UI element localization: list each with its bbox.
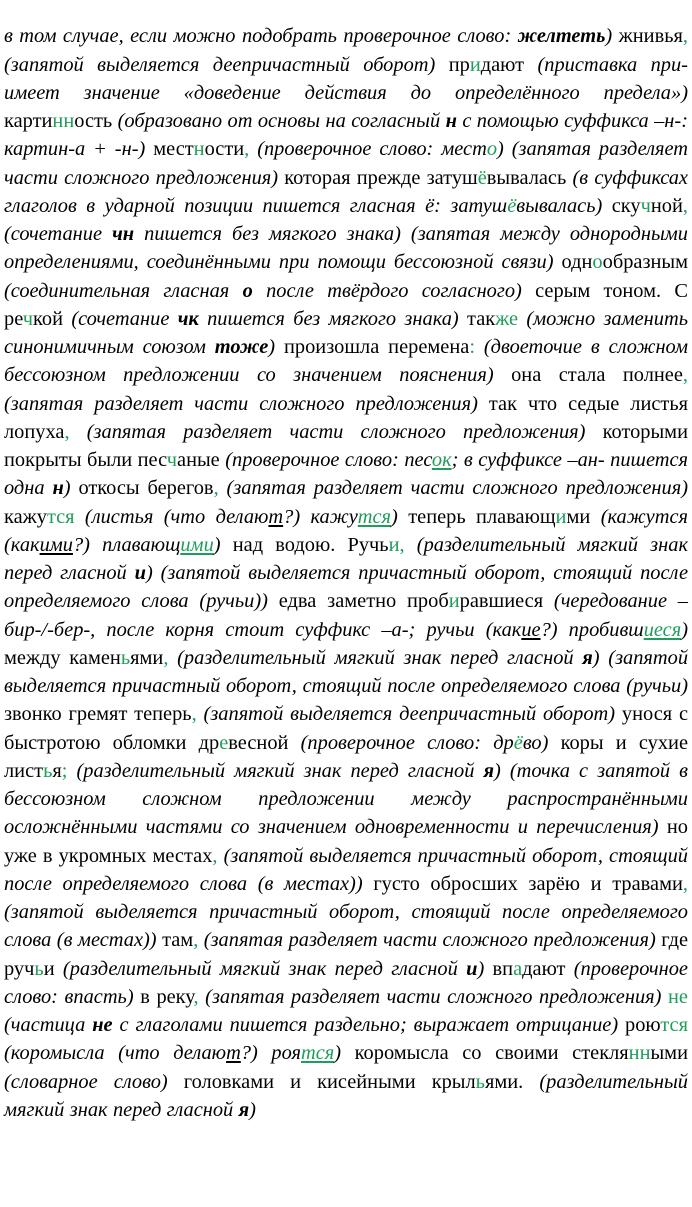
- text-segment: она стала полнее: [493, 364, 683, 387]
- text-segment: жнивья: [612, 25, 683, 48]
- text-segment: ску: [602, 194, 641, 217]
- text-segment: не: [92, 1014, 113, 1037]
- text-segment: коромысла со своими стекля: [341, 1042, 629, 1065]
- text-segment: (словарное слово): [4, 1070, 168, 1093]
- text-segment: (запятой выделяется причастный оборот, стоящий после определяемого слова (в местах)): [4, 844, 688, 895]
- text-segment: желтеть: [517, 25, 606, 48]
- text-segment: (разделительный мягкий знак перед гласной: [4, 1070, 688, 1121]
- text-segment: и: [134, 562, 146, 585]
- text-segment: (кажутся (как: [4, 505, 688, 556]
- text-segment: ие: [521, 618, 541, 641]
- text-segment: ь: [475, 1070, 485, 1093]
- text-segment: (запятой выделяется причастный оборот, стоящий после определяемого слова (в местах)): [4, 901, 688, 952]
- text-segment: с помощью суффикса –н-: картин-а + -н-): [4, 110, 688, 161]
- text-segment: нн: [628, 1042, 651, 1065]
- text-segment: ?) пробивш: [540, 618, 644, 641]
- text-segment: ок: [431, 449, 452, 472]
- text-segment: кажу: [4, 505, 47, 528]
- text-segment: ё: [513, 731, 523, 754]
- text-segment: о: [486, 138, 498, 161]
- text-segment: ь: [43, 759, 53, 782]
- text-segment: и: [388, 533, 400, 556]
- text-segment: откосы берегов: [70, 477, 214, 500]
- text-segment: я: [483, 759, 494, 782]
- text-segment: иеся: [643, 618, 682, 641]
- text-segment: но уже в укромных местах: [4, 816, 688, 867]
- text-segment: я: [582, 646, 593, 669]
- text-segment: и: [466, 957, 478, 980]
- text-segment: тся: [301, 1042, 335, 1065]
- text-segment: пр: [435, 53, 470, 76]
- text-segment: (запятая разделяет части сложного предложения): [218, 477, 688, 500]
- text-segment: о: [592, 251, 603, 274]
- text-segment: едва заметно проб: [267, 590, 449, 613]
- text-segment: так: [458, 307, 496, 330]
- text-segment: ости: [204, 138, 245, 161]
- text-segment: ?) плавающ: [72, 533, 181, 556]
- text-segment: чн: [112, 223, 135, 246]
- text-segment: ): [681, 618, 688, 641]
- text-segment: ,: [399, 533, 405, 556]
- text-segment: мест: [145, 138, 194, 161]
- text-segment: образным: [602, 251, 689, 274]
- text-segment: ь: [34, 957, 44, 980]
- text-segment: ,: [682, 872, 688, 895]
- text-segment: густо обросших зарёю и травами: [362, 872, 683, 895]
- text-segment: ,: [163, 646, 169, 669]
- text-segment: и: [469, 53, 481, 76]
- text-segment: не: [661, 985, 688, 1008]
- text-segment: и: [555, 505, 567, 528]
- text-segment: (частица: [4, 1014, 93, 1037]
- text-segment: (листья (что делаю: [74, 505, 269, 528]
- text-segment: пишется без мягкого знака): [198, 307, 459, 330]
- text-segment: а: [513, 957, 523, 980]
- text-segment: ) (запятой выделяется причастный оборот, стоящий после определяемого слова (ручьи): [4, 646, 689, 698]
- text-segment: теперь плавающ: [397, 505, 556, 528]
- text-segment: (соединительная гласная: [4, 279, 243, 302]
- text-segment: равшиеся: [459, 590, 544, 613]
- text-segment: (разделительный мягкий знак перед гласной: [168, 646, 583, 669]
- text-segment: карти: [4, 110, 53, 133]
- text-segment: ) (точка с запятой в бессоюзном сложном предложении между распространёнными осложнёнными частями со значением одновременности и перечисления): [4, 759, 689, 839]
- text-segment: тся: [660, 1014, 688, 1037]
- text-segment: о: [242, 279, 253, 302]
- text-segment: (коромысла (что делаю: [4, 1042, 227, 1065]
- text-segment: ): [249, 1098, 256, 1121]
- text-segment: (двоеточие в сложном бессоюзном предложении со значением пояснения): [4, 336, 688, 387]
- text-segment: в том случае, если можно подобрать проверочное слово:: [4, 25, 518, 48]
- text-segment: тся: [357, 505, 392, 528]
- text-segment: там: [156, 929, 194, 952]
- text-segment: ч: [166, 449, 178, 472]
- text-segment: ,: [191, 703, 197, 726]
- text-segment: (запятая разделяет части сложного предложения): [69, 420, 586, 443]
- text-segment: во): [522, 731, 549, 754]
- text-segment: ,: [64, 420, 70, 443]
- text-segment: ?) кажу: [283, 505, 358, 528]
- text-segment: (сочетание: [4, 223, 113, 246]
- text-segment: (можно заменить синонимичным союзом: [4, 307, 689, 359]
- text-segment: ,: [682, 25, 688, 48]
- text-segment: ): [63, 477, 71, 500]
- text-segment: ) (запятая разделяет части сложного предложения): [4, 138, 688, 189]
- text-segment: ями.: [484, 1070, 524, 1093]
- text-segment: рою: [618, 1014, 661, 1037]
- text-segment: ) (запятой выделяется причастный оборот, стоящий после определяемого слова (ручьи)): [4, 562, 688, 613]
- text-segment: коры и сухие лист: [4, 731, 689, 782]
- text-segment: после твёрдого согласного): [252, 279, 522, 302]
- text-segment: ,: [193, 929, 199, 952]
- text-segment: вп: [484, 957, 514, 980]
- text-segment: кой: [33, 307, 63, 330]
- text-segment: ной: [650, 194, 683, 217]
- text-segment: (запятой выделяется деепричастный оборот): [4, 53, 436, 76]
- text-segment: ми: [566, 505, 591, 528]
- text-segment: ): [213, 533, 221, 556]
- text-segment: (запятая разделяет части сложного предложения): [4, 392, 478, 415]
- text-segment: тоже: [214, 336, 269, 359]
- text-segment: которая прежде затуш: [278, 166, 478, 189]
- text-segment: и: [43, 957, 55, 980]
- text-segment: ): [268, 336, 276, 359]
- text-segment: (запятая разделяет части сложного предложения): [198, 929, 656, 952]
- text-segment: (запятой выделяется деепричастный оборот): [196, 703, 616, 726]
- text-segment: (в суффиксах глаголов в ударной позиции пишется гласная ё: затуш: [4, 166, 688, 217]
- text-segment: пишется без мягкого знака) (запятая между однородными определениями, соединёнными при помощи бессоюзной связи): [4, 223, 688, 274]
- text-segment: (проверочное слово: мест: [249, 138, 487, 161]
- text-segment: ё: [507, 194, 517, 217]
- explanation-paragraph: [4, 22, 688, 1124]
- text-segment: серым тоном. С ре: [4, 279, 689, 330]
- text-segment: я: [52, 759, 62, 782]
- text-segment: с глаголами пишется раздельно; выражает отрицание): [112, 1014, 619, 1037]
- text-segment: нн: [52, 110, 75, 133]
- text-segment: ; в суффиксе –ан- пишется одна: [4, 449, 688, 500]
- text-segment: дают: [522, 957, 566, 980]
- text-segment: ,: [193, 985, 199, 1008]
- text-segment: ?) роя: [240, 1042, 301, 1065]
- text-segment: ость: [74, 110, 113, 133]
- text-segment: (разделительный мягкий знак перед гласной: [4, 533, 688, 585]
- text-segment: ,: [213, 477, 219, 500]
- text-segment: (проверочное слово: впасть): [4, 957, 688, 1008]
- text-segment: ч: [22, 307, 34, 330]
- text-segment: ): [391, 505, 398, 528]
- text-segment: же: [495, 307, 519, 330]
- text-segment: ями: [130, 646, 164, 669]
- text-segment: ь: [120, 646, 131, 669]
- text-segment: н: [52, 477, 64, 500]
- text-segment: унося с быстротою обломки др: [4, 703, 689, 754]
- text-segment: вывалась): [516, 194, 603, 217]
- text-segment: ): [477, 957, 485, 980]
- text-segment: ч: [640, 194, 651, 217]
- text-segment: ,: [212, 844, 218, 867]
- text-segment: т: [226, 1042, 241, 1065]
- text-segment: и: [448, 590, 460, 613]
- text-segment: весной: [228, 731, 289, 754]
- text-segment: (чередование –бир-/-бер-, после корня стоит суффикс –а-; ручьи (как: [4, 590, 688, 641]
- text-segment: (разделительный мягкий знак перед гласной: [54, 957, 467, 980]
- text-segment: дают: [480, 53, 525, 76]
- text-segment: где руч: [4, 929, 689, 980]
- text-segment: тся: [46, 505, 75, 528]
- text-segment: я: [238, 1098, 250, 1121]
- text-segment: произошла перемена: [275, 336, 470, 359]
- text-segment: ,: [682, 194, 688, 217]
- text-segment: одн: [553, 251, 593, 274]
- text-segment: звонко гремят теперь: [4, 703, 192, 726]
- text-segment: ;: [61, 759, 68, 782]
- text-segment: (проверочное слово: др: [288, 731, 514, 754]
- text-segment: ): [334, 1042, 342, 1065]
- text-segment: т: [268, 505, 284, 528]
- text-segment: ими: [39, 533, 73, 556]
- text-segment: :: [469, 336, 475, 359]
- text-segment: головками и кисейными крыл: [167, 1070, 476, 1093]
- text-segment: (разделительный мягкий знак перед гласной: [67, 759, 484, 782]
- text-segment: вывалась: [486, 166, 567, 189]
- text-segment: ими: [180, 533, 214, 556]
- text-segment: ): [605, 25, 613, 48]
- text-segment: чк: [177, 307, 199, 330]
- text-segment: так что седые листья лопуха: [4, 392, 688, 443]
- text-segment: ,: [244, 138, 250, 161]
- text-segment: аные: [177, 449, 220, 472]
- text-segment: которыми покрыты были пес: [4, 420, 688, 472]
- text-segment: (запятая разделяет части сложного предложения): [198, 985, 662, 1008]
- text-segment: ыми: [650, 1042, 688, 1065]
- text-segment: ё: [477, 166, 487, 189]
- text-segment: (приставка при- имеет значение «доведение действия до определённого предела»): [4, 53, 688, 104]
- text-segment: н: [445, 110, 457, 133]
- text-segment: е: [219, 731, 229, 754]
- text-segment: (сочетание: [63, 307, 178, 330]
- text-segment: н: [193, 138, 205, 161]
- text-segment: (проверочное слово: пес: [219, 449, 432, 472]
- text-segment: (образовано от основы на согласный: [112, 110, 446, 133]
- text-segment: над водою. Ручь: [220, 533, 389, 556]
- text-segment: в реку: [133, 985, 194, 1008]
- text-segment: между камен: [4, 646, 121, 669]
- text-segment: ,: [682, 364, 688, 387]
